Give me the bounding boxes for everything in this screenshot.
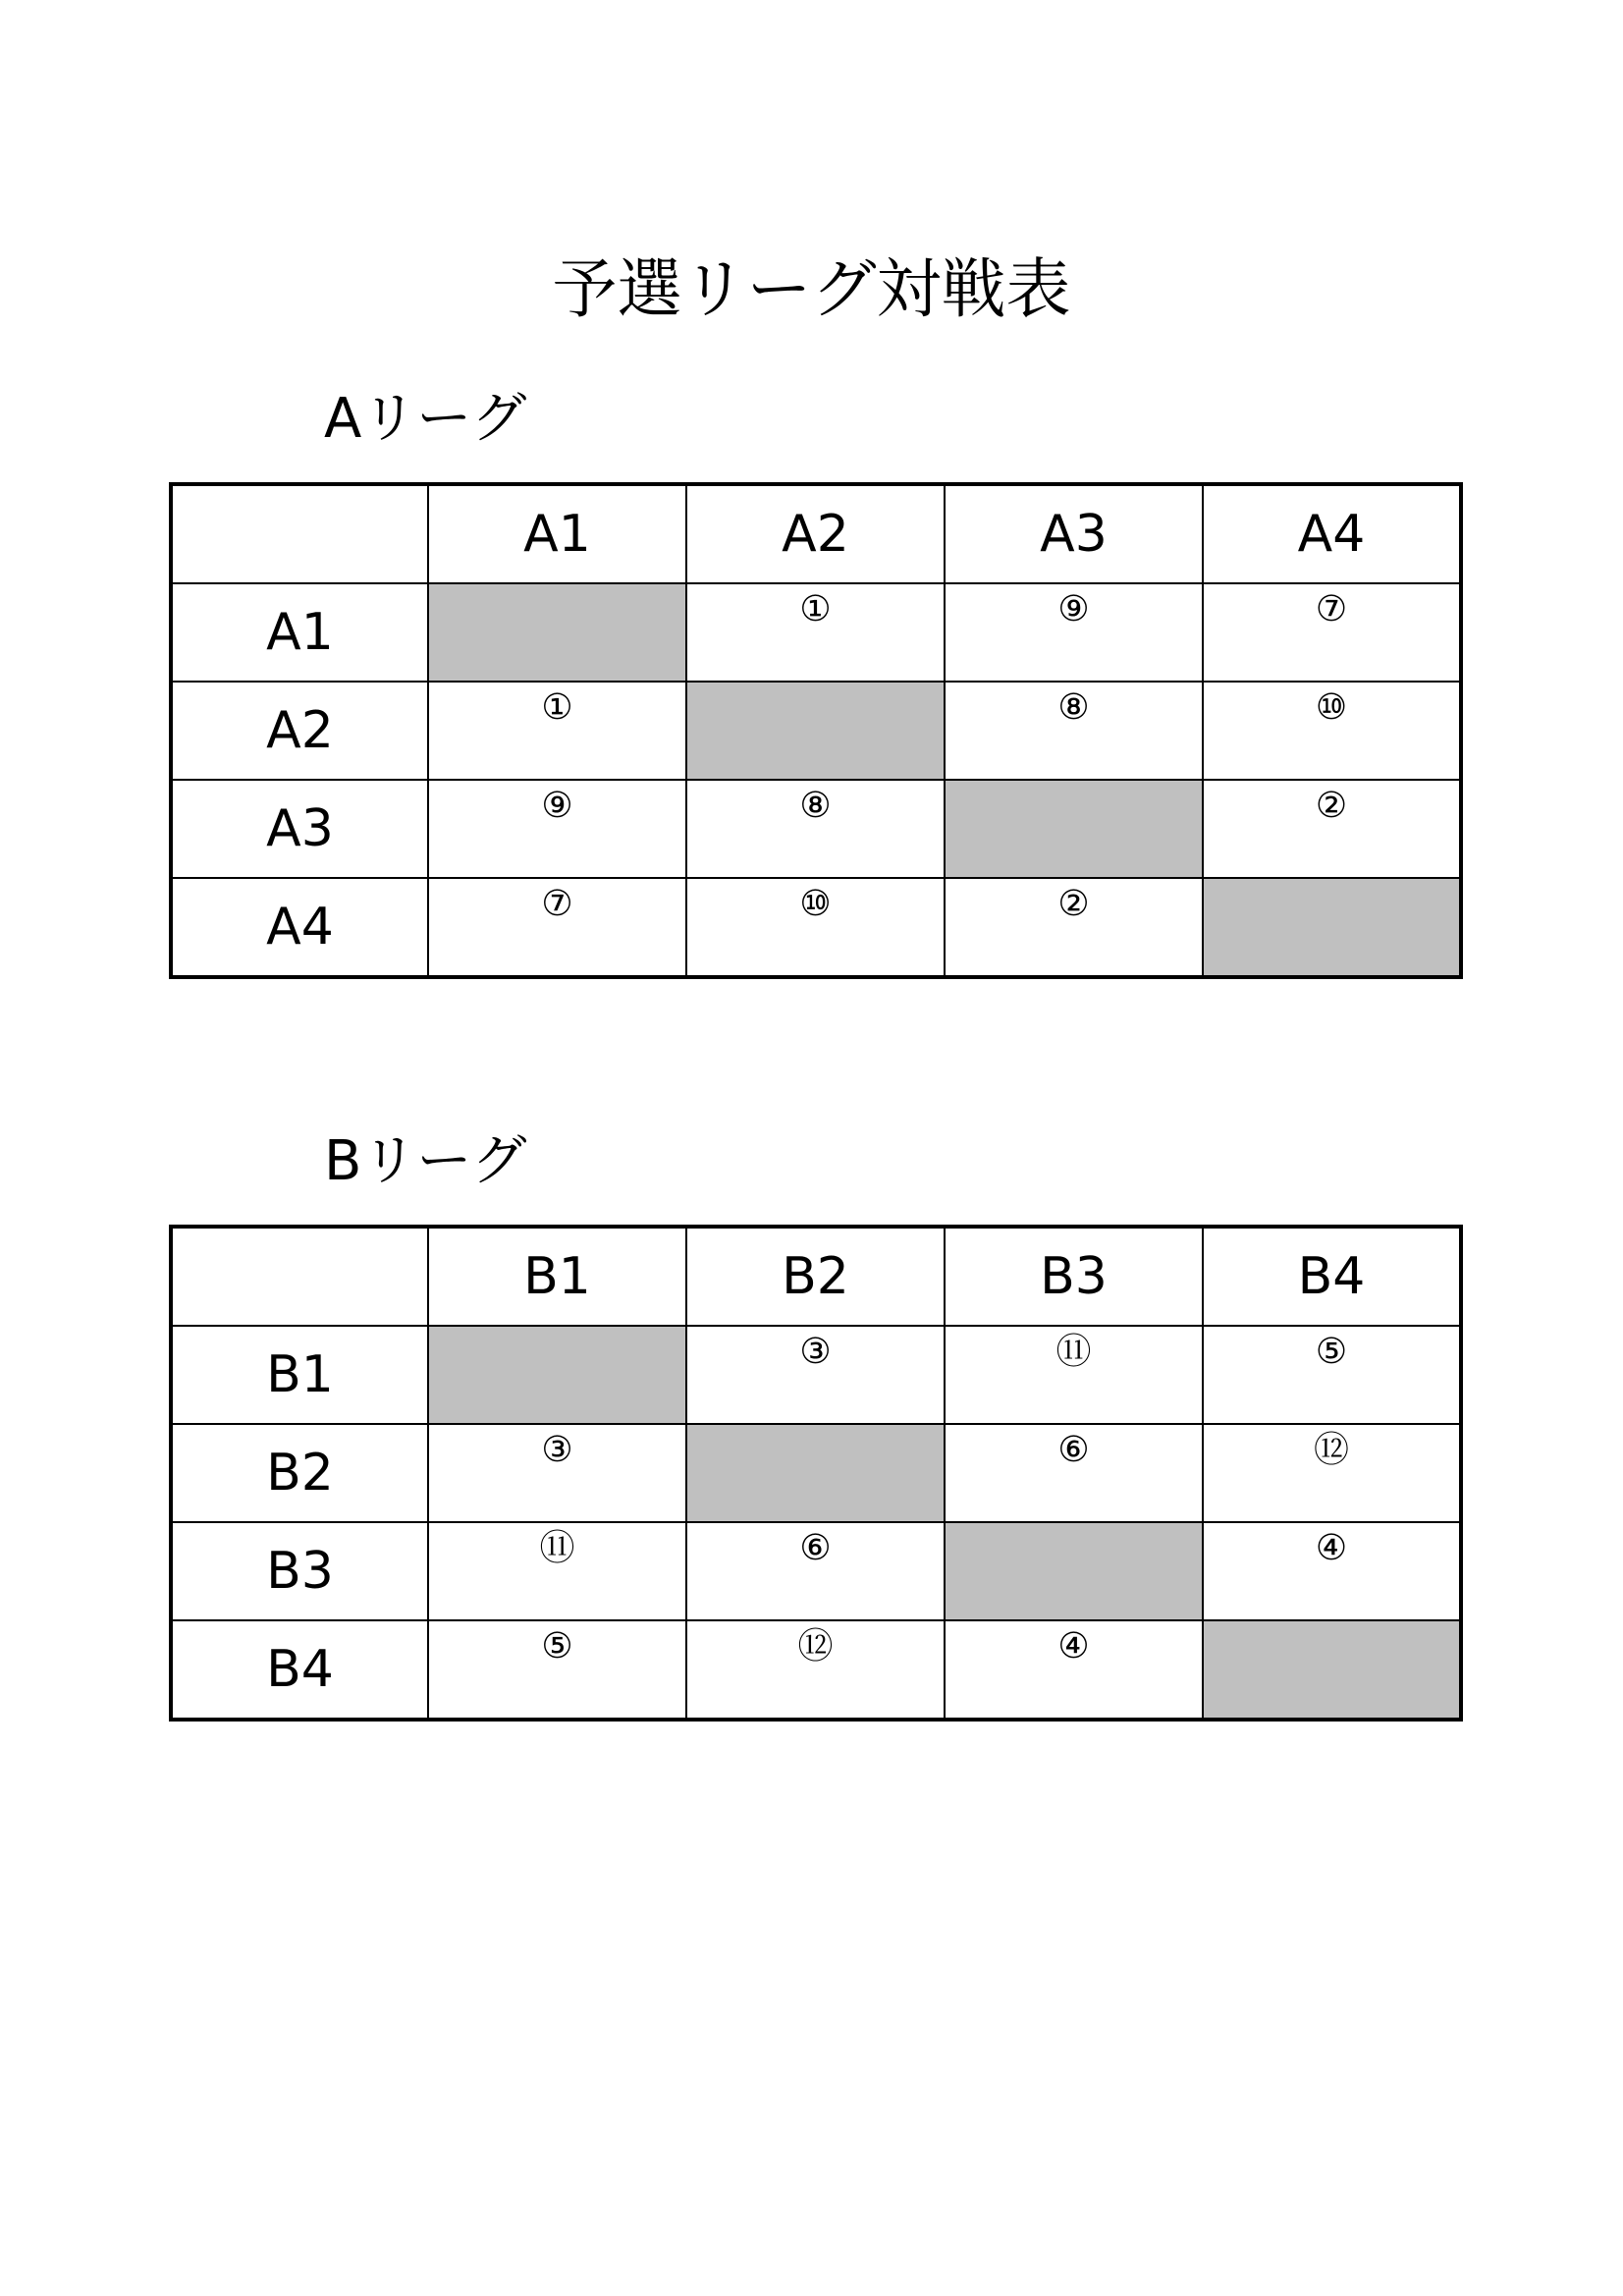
match-number: ⑩ xyxy=(799,884,832,924)
match-cell xyxy=(945,1326,1203,1424)
match-number: ④ xyxy=(1057,1626,1090,1667)
blocked-cell xyxy=(1203,1620,1461,1720)
match-number: ⑨ xyxy=(1057,589,1090,629)
match-number: ⑪ xyxy=(539,1528,575,1568)
blocked-cell xyxy=(945,780,1203,878)
row-header: A4 xyxy=(171,878,428,977)
table-row xyxy=(171,878,1461,977)
match-cell xyxy=(945,1620,1203,1720)
row-header: B3 xyxy=(171,1522,428,1620)
corner-cell xyxy=(171,484,428,583)
match-number: ① xyxy=(799,589,832,629)
league-b-title: Bリーグ xyxy=(324,1129,527,1193)
table-row xyxy=(171,1424,1461,1522)
match-number: ③ xyxy=(541,1430,573,1470)
table-row xyxy=(171,1326,1461,1424)
row-header: B4 xyxy=(171,1620,428,1720)
match-cell xyxy=(945,583,1203,682)
match-cell xyxy=(1203,780,1461,878)
column-header: A4 xyxy=(1203,484,1461,583)
row-header: A3 xyxy=(171,780,428,878)
match-number: ② xyxy=(1057,884,1090,924)
match-number: ⑫ xyxy=(1313,1430,1349,1470)
match-cell xyxy=(686,1326,945,1424)
page-title: 予選リーグ対戦表 xyxy=(552,251,1071,327)
match-number: ⑩ xyxy=(1315,687,1348,728)
blocked-cell xyxy=(1203,878,1461,977)
column-header: B3 xyxy=(945,1227,1203,1326)
match-cell xyxy=(686,780,945,878)
blocked-cell xyxy=(428,583,686,682)
match-number: ③ xyxy=(799,1332,832,1372)
match-cell xyxy=(428,1522,686,1620)
match-cell xyxy=(1203,1424,1461,1522)
match-cell xyxy=(686,1522,945,1620)
match-number: ⑫ xyxy=(797,1626,834,1667)
table-row xyxy=(171,583,1461,682)
league-a-table xyxy=(169,482,1463,979)
match-cell xyxy=(1203,583,1461,682)
match-cell xyxy=(686,1620,945,1720)
match-cell xyxy=(1203,682,1461,780)
row-header: B1 xyxy=(171,1326,428,1424)
table-row xyxy=(171,780,1461,878)
match-number: ① xyxy=(541,687,573,728)
match-cell xyxy=(945,1424,1203,1522)
match-cell xyxy=(1203,1522,1461,1620)
match-number: ⑤ xyxy=(541,1626,573,1667)
table-row xyxy=(171,1522,1461,1620)
table-row xyxy=(171,1620,1461,1720)
match-cell xyxy=(428,682,686,780)
table-header-row xyxy=(171,1227,1461,1326)
match-number: ⑦ xyxy=(541,884,573,924)
match-cell xyxy=(686,583,945,682)
league-b-table xyxy=(169,1225,1463,1722)
match-cell xyxy=(686,878,945,977)
column-header: A2 xyxy=(686,484,945,583)
row-header: A1 xyxy=(171,583,428,682)
match-cell xyxy=(428,1424,686,1522)
match-cell xyxy=(428,780,686,878)
column-header: B2 xyxy=(686,1227,945,1326)
match-number: ⑨ xyxy=(541,786,573,826)
match-number: ② xyxy=(1315,786,1348,826)
column-header: B4 xyxy=(1203,1227,1461,1326)
match-number: ⑧ xyxy=(799,786,832,826)
match-cell xyxy=(428,1620,686,1720)
column-header: A3 xyxy=(945,484,1203,583)
row-header: A2 xyxy=(171,682,428,780)
table-header-row xyxy=(171,484,1461,583)
column-header: A1 xyxy=(428,484,686,583)
match-number: ⑥ xyxy=(1057,1430,1090,1470)
match-cell xyxy=(1203,1326,1461,1424)
match-number: ⑧ xyxy=(1057,687,1090,728)
match-number: ④ xyxy=(1315,1528,1348,1568)
league-a-title: Aリーグ xyxy=(324,387,527,451)
row-header: B2 xyxy=(171,1424,428,1522)
match-number: ⑪ xyxy=(1055,1332,1092,1372)
blocked-cell xyxy=(686,682,945,780)
match-number: ⑥ xyxy=(799,1528,832,1568)
corner-cell xyxy=(171,1227,428,1326)
blocked-cell xyxy=(945,1522,1203,1620)
column-header: B1 xyxy=(428,1227,686,1326)
match-cell xyxy=(945,878,1203,977)
blocked-cell xyxy=(686,1424,945,1522)
table-row xyxy=(171,682,1461,780)
match-number: ⑦ xyxy=(1315,589,1348,629)
blocked-cell xyxy=(428,1326,686,1424)
match-cell xyxy=(428,878,686,977)
match-number: ⑤ xyxy=(1315,1332,1348,1372)
match-cell xyxy=(945,682,1203,780)
